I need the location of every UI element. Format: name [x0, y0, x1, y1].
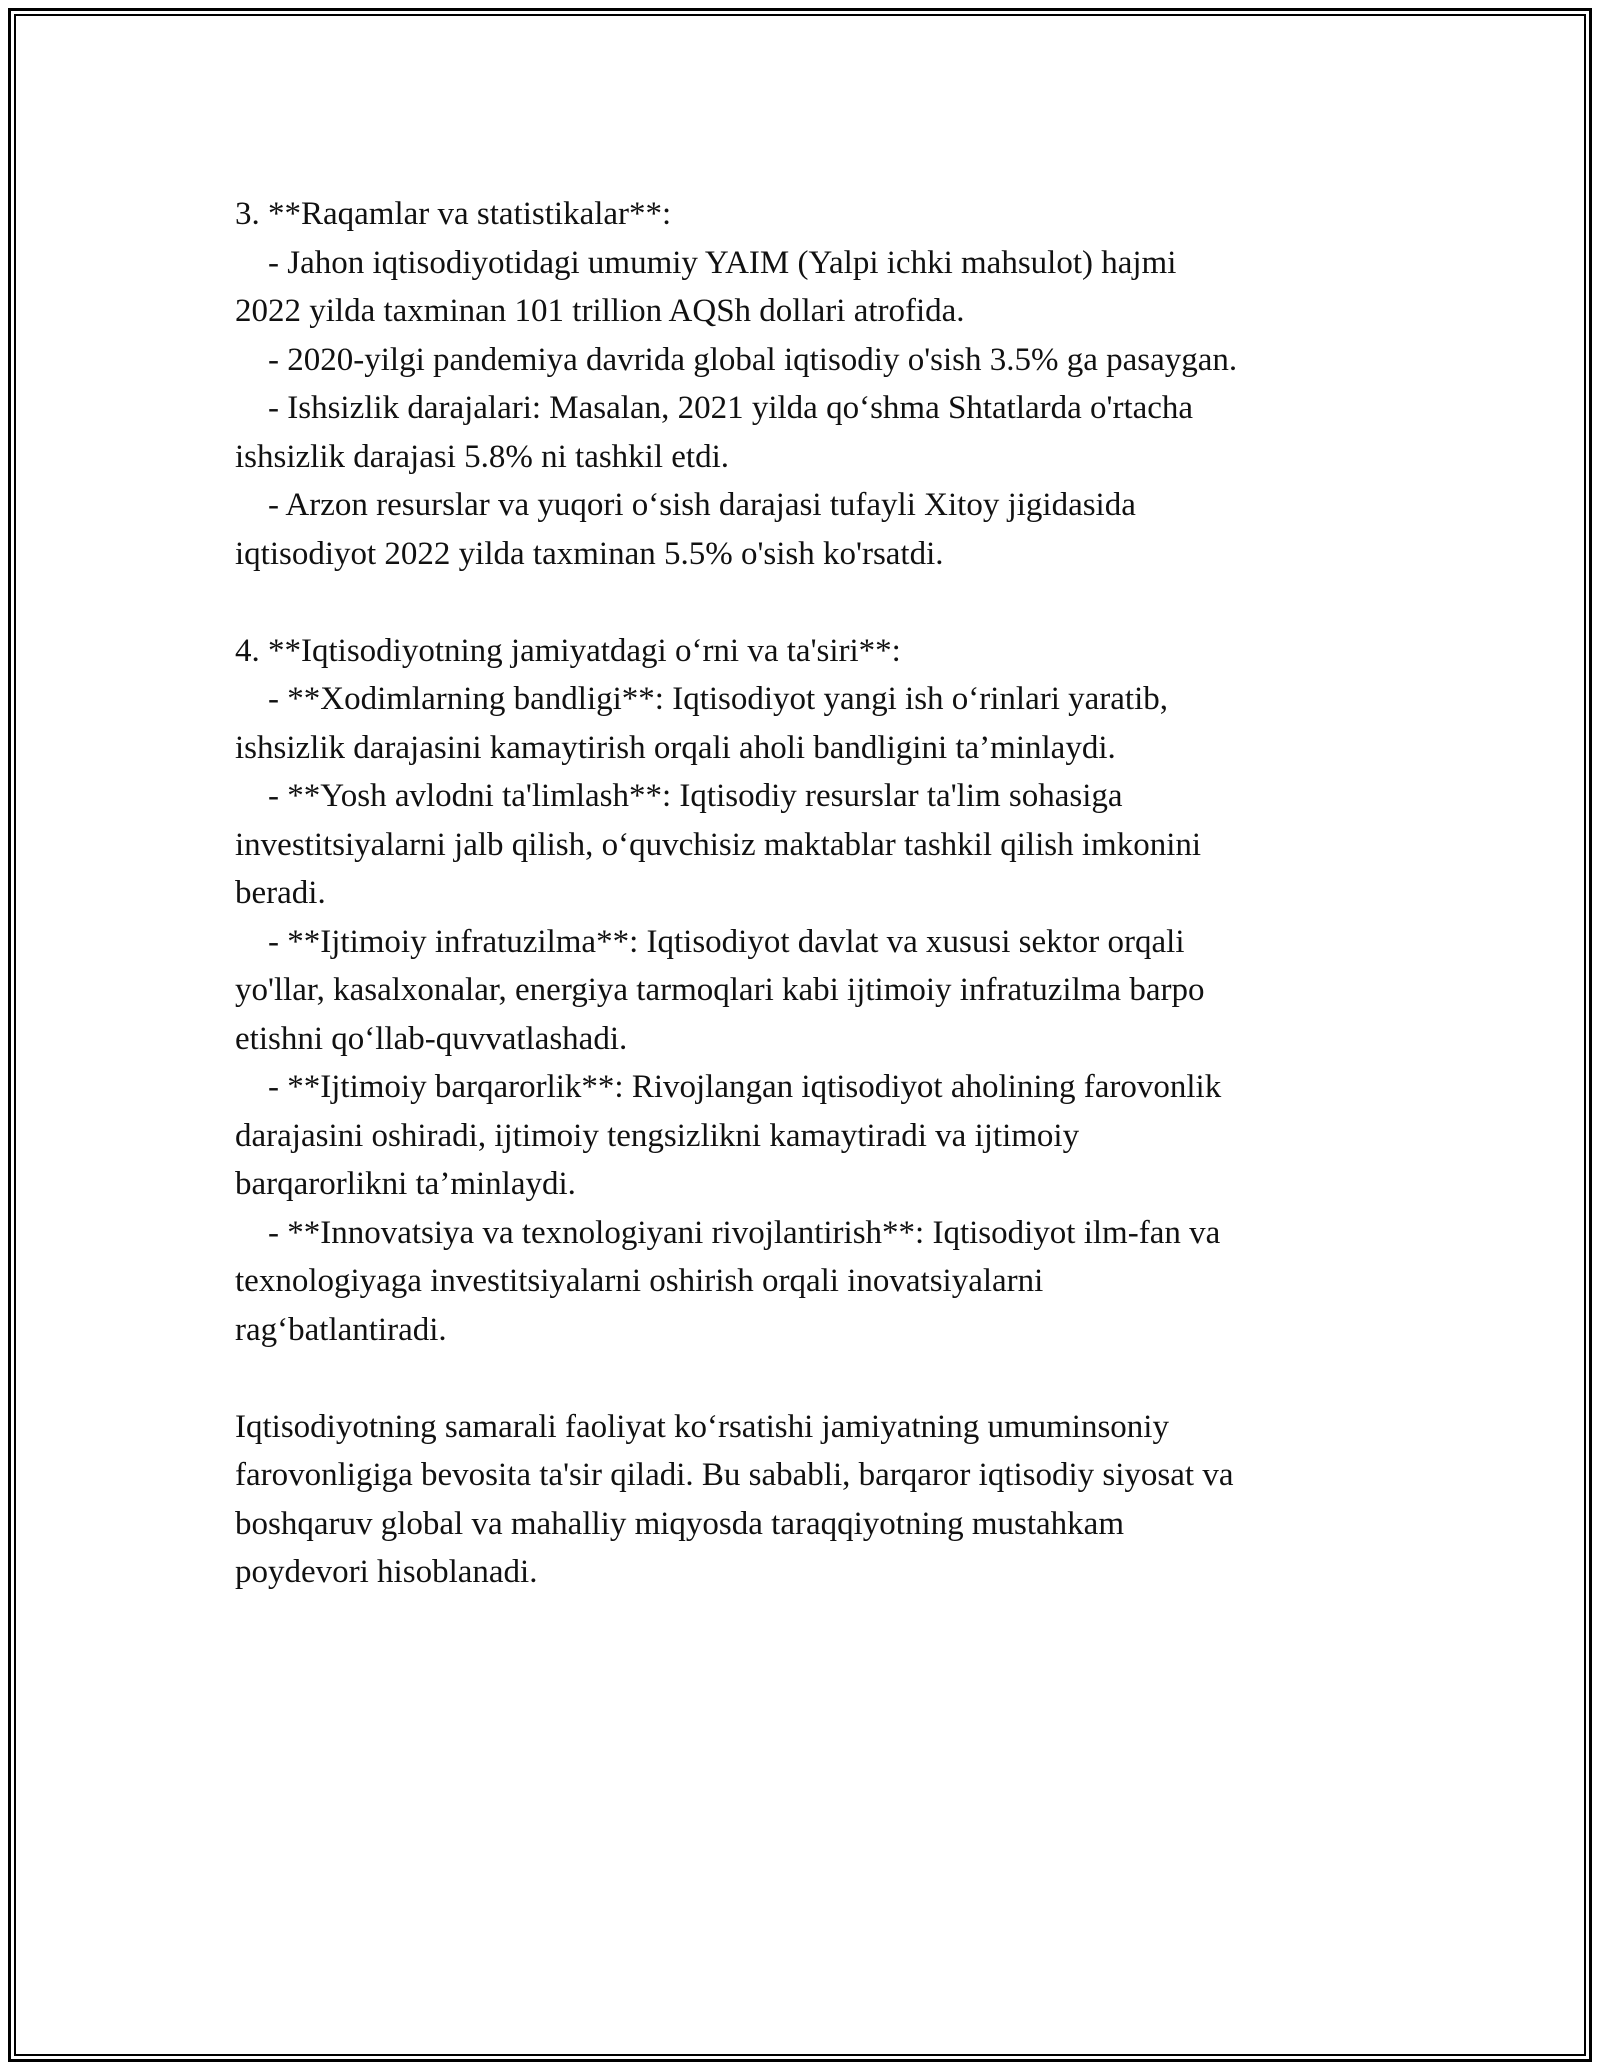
text-line: etishni qo‘llab-quvvatlashadi. — [235, 1020, 628, 1057]
text-line: - **Ijtimoiy infratuzilma**: Iqtisodiyot davlat va xususi sektor orqali — [235, 923, 1185, 960]
conclusion-line: poydevori hisoblanadi. — [235, 1554, 538, 1590]
text-line: beradi. — [235, 875, 326, 911]
text-line: - Arzon resurslar va yuqori o‘sish darajasi tufayli Xitoy jigidasida — [235, 487, 1136, 523]
text-line: investitsiyalarni jalb qilish, o‘quvchisiz maktablar tashkil qilish imkonini — [235, 826, 1202, 863]
conclusion-line: farovonligiga bevosita ta'sir qiladi. Bu sababli, barqaror iqtisodiy siyosat va — [235, 1457, 1234, 1493]
text-line: - **Ijtimoiy barqarorlik**: Rivojlangan iqtisodiyot aholining farovonlik — [235, 1069, 1222, 1105]
text-line: ishsizlik darajasini kamaytirish orqali aholi bandligini ta’minlaydi. — [235, 729, 1116, 766]
text-line: - 2020-yilgi pandemiya davrida global iqtisodiy o'sish 3.5% ga pasaygan. — [235, 341, 1238, 378]
text-line: - **Yosh avlodni ta'limlash**: Iqtisodiy resurslar ta'lim sohasiga — [235, 778, 1123, 814]
text-line: - Jahon iqtisodiyotidagi umumiy YAIM (Yalpi ichki mahsulot) hajmi — [235, 244, 1177, 281]
text-line: rag‘batlantiradi. — [235, 1311, 447, 1348]
text-line: darajasini oshiradi, ijtimoiy tengsizlikni kamaytiradi va ijtimoiy — [235, 1117, 1080, 1154]
text-line: ishsizlik darajasi 5.8% ni tashkil etdi. — [235, 438, 730, 475]
blank-line — [235, 1354, 1415, 1403]
blank-line — [235, 578, 1415, 627]
text-line: - **Xodimlarning bandligi**: Iqtisodiyot yangi ish o‘rinlari yaratib, — [235, 681, 1169, 717]
conclusion-line: Iqtisodiyotning samarali faoliyat ko‘rsatishi jamiyatning umuminsoniy — [235, 1408, 1169, 1445]
text-line: yo'llar, kasalxonalar, energiya tarmoqlari kabi ijtimoiy infratuzilma barpo — [235, 972, 1205, 1008]
section-4-heading: 4. **Iqtisodiyotning jamiyatdagi o‘rni va ta'siri**: — [235, 632, 901, 669]
text-line: - Ishsizlik darajalari: Masalan, 2021 yilda qo‘shma Shtatlarda o'rtacha — [235, 390, 1194, 426]
text-line: barqarorlikni ta’minlaydi. — [235, 1166, 576, 1202]
text-line: iqtisodiyot 2022 yilda taxminan 5.5% o'sish ko'rsatdi. — [235, 535, 944, 572]
text-line: - **Innovatsiya va texnologiyani rivojlantirish**: Iqtisodiyot ilm-fan va — [235, 1214, 1221, 1251]
document-body — [235, 190, 1415, 1597]
section-3-heading: 3. **Raqamlar va statistikalar**: — [235, 196, 672, 232]
text-line: 2022 yilda taxminan 101 trillion AQSh dollari atrofida. — [235, 293, 965, 329]
conclusion-line: boshqaruv global va mahalliy miqyosda taraqqiyotning mustahkam — [235, 1505, 1125, 1542]
text-line: texnologiyaga investitsiyalarni oshirish orqali inovatsiyalarni — [235, 1263, 1044, 1299]
